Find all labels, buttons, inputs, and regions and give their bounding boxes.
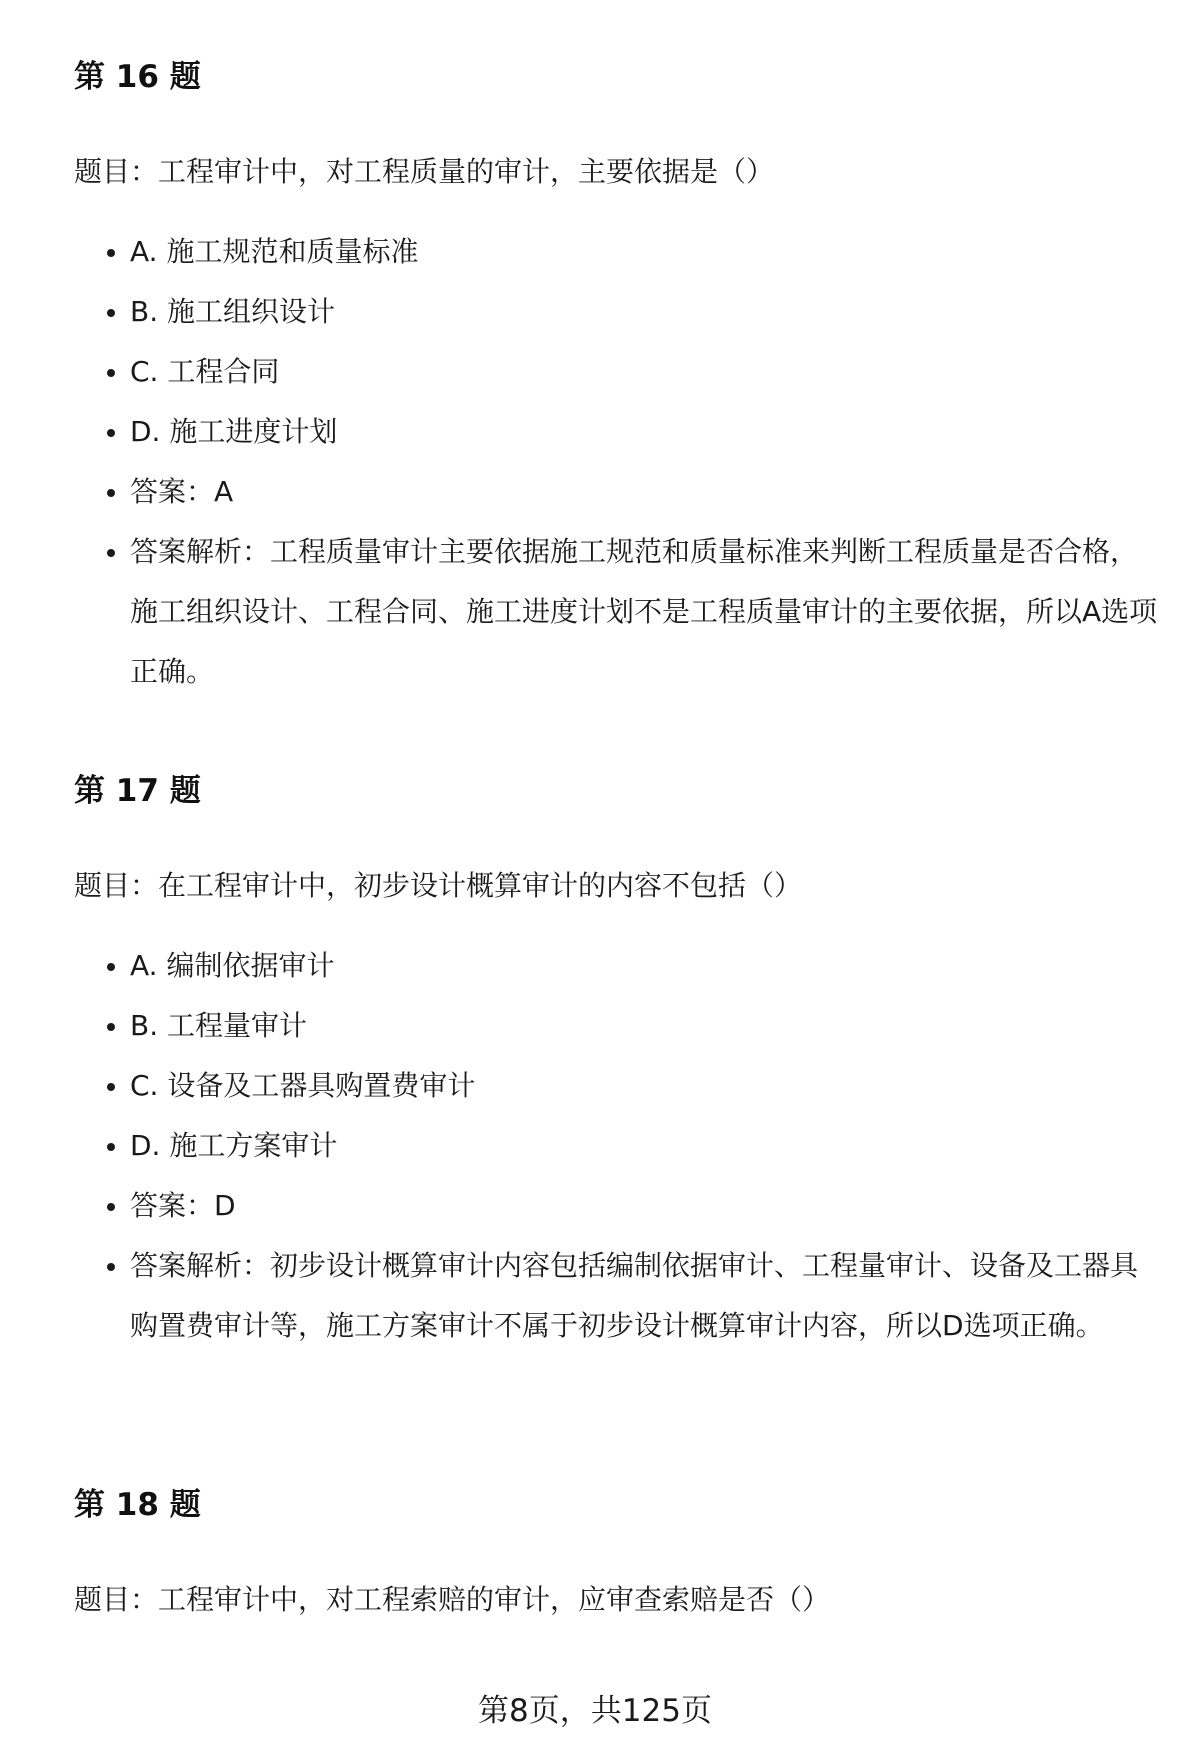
option-text: C. 工程合同 [130,355,280,388]
bullet-icon [107,249,115,257]
bullet-icon [107,1023,115,1031]
option-text: D. 施工方案审计 [130,1129,338,1162]
option-text: A. 施工规范和质量标准 [130,235,419,268]
option-text: B. 工程量审计 [130,1009,308,1042]
question-heading: 第 16 题 [74,59,201,95]
bullet-icon [107,549,115,557]
bullet-icon [107,369,115,377]
question-stem: 题目：工程审计中，对工程质量的审计，主要依据是（） [74,155,775,188]
option-item [74,1126,1164,1166]
bullet-icon [107,963,115,971]
option-item [74,1066,1164,1106]
question-18 [74,1484,1164,1644]
option-item [74,1006,1164,1046]
question-16 [74,56,1164,688]
question-heading: 第 17 题 [74,773,201,809]
bullet-icon [107,1263,115,1271]
option-item [74,412,1164,452]
answer-item [74,1186,1164,1226]
option-text: A. 编制依据审计 [130,949,335,982]
bullet-icon [107,309,115,317]
option-item [74,292,1164,332]
answer-text: 答案：D [130,1189,236,1222]
option-item [74,946,1164,986]
answer-item [74,472,1164,512]
bullet-icon [107,429,115,437]
option-item [74,352,1164,392]
question-stem: 题目：工程审计中，对工程索赔的审计，应审查索赔是否（） [74,1583,831,1616]
analysis-item [74,522,1164,702]
answer-text: 答案：A [130,475,234,508]
page-number: 第8页，共125页 [478,1693,712,1729]
bullet-icon [107,489,115,497]
bullet-icon [107,1083,115,1091]
question-17 [74,770,1164,1370]
option-text: D. 施工进度计划 [130,415,338,448]
option-item [74,232,1164,272]
option-text: B. 施工组织设计 [130,295,336,328]
option-list [74,946,1164,1376]
question-stem: 题目：在工程审计中，初步设计概算审计的内容不包括（） [74,869,803,902]
question-heading: 第 18 题 [74,1487,201,1523]
analysis-item [74,1236,1164,1356]
option-text: C. 设备及工器具购置费审计 [130,1069,476,1102]
bullet-icon [107,1143,115,1151]
option-list [74,232,1164,722]
analysis-text: 答案解析：初步设计概算审计内容包括编制依据审计、工程量审计、设备及工器具购置费审计等，施工方案审计不属于初步设计概算审计内容，所以D选项正确。 [130,1249,1139,1342]
bullet-icon [107,1203,115,1211]
analysis-text: 答案解析：工程质量审计主要依据施工规范和质量标准来判断工程质量是否合格，施工组织设计、工程合同、施工进度计划不是工程质量审计的主要依据，所以A选项正确。 [130,535,1158,688]
